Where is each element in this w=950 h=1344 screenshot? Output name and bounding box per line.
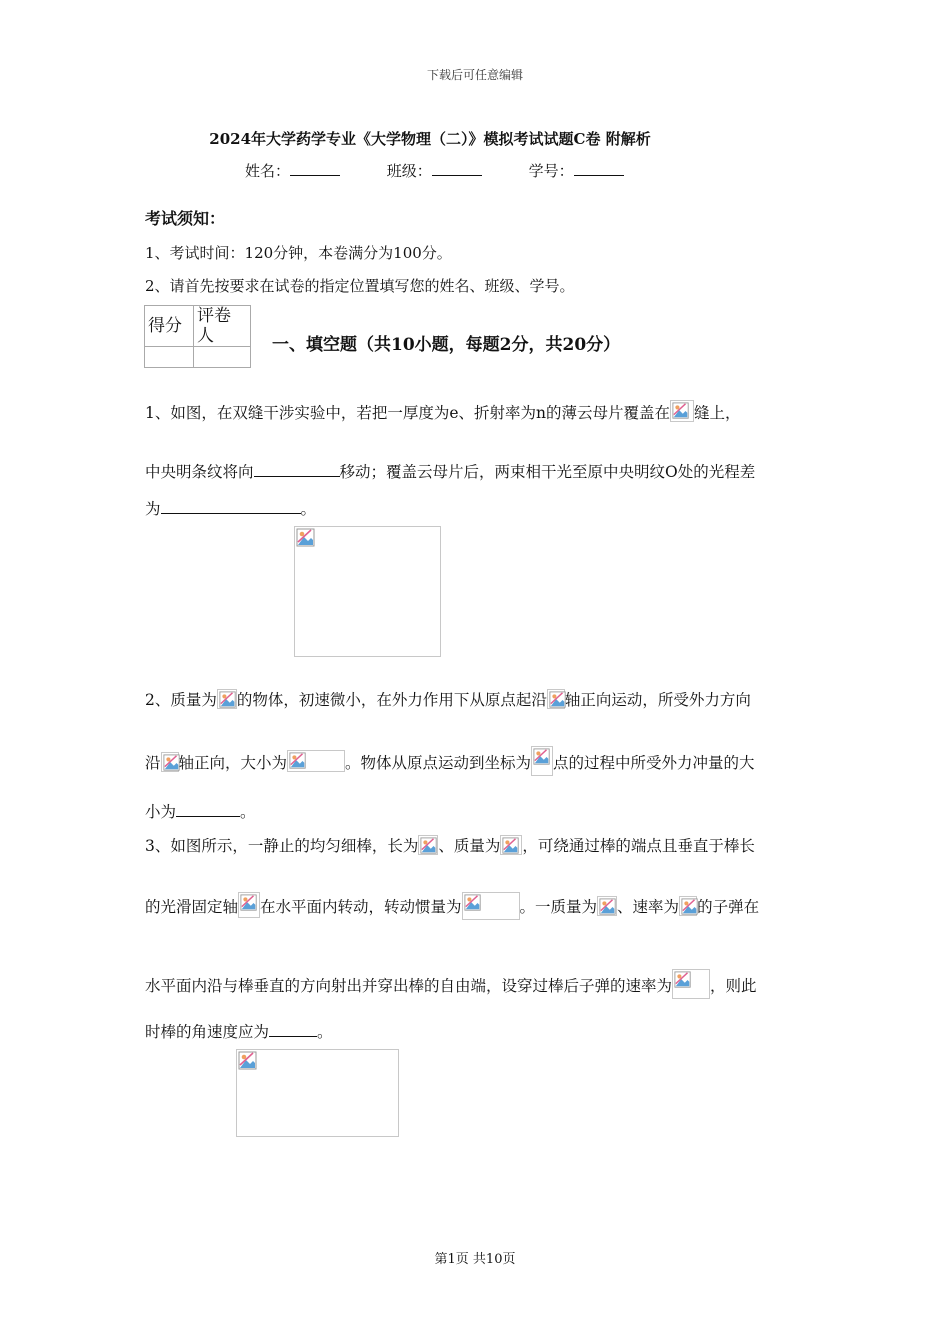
notice-item: 1、考试时间：120分钟，本卷满分为100分。: [145, 244, 452, 262]
broken-image-icon: [163, 754, 181, 772]
formula-image: [238, 892, 260, 918]
score-cell[interactable]: [145, 347, 194, 368]
figure-image: [294, 526, 441, 657]
q2-text: 轴正向，大小为: [178, 754, 288, 772]
q1-text: 缝上，: [694, 404, 741, 422]
q3-text: 3、如图所示，一静止的均匀细棒，长为: [145, 837, 419, 855]
q2-text: 小为: [145, 803, 177, 821]
formula-image: [679, 896, 697, 916]
q3-text: 。: [317, 1023, 333, 1041]
id-blank[interactable]: [574, 161, 624, 176]
q2-text: 的物体，初速微小，在外力作用下从原点起沿: [236, 691, 547, 709]
figure-image: [236, 1049, 399, 1137]
name-field[interactable]: [245, 160, 340, 181]
broken-image-icon: [549, 691, 567, 709]
q2-line-2: [145, 746, 755, 776]
formula-image: [500, 835, 522, 855]
q2-text: 轴正向运动，所受外力方向: [564, 691, 751, 709]
formula-image: [217, 689, 237, 709]
q2-text: 。: [240, 803, 256, 821]
broken-image-icon: [502, 837, 520, 855]
broken-image-icon: [219, 691, 237, 709]
answer-blank[interactable]: [254, 462, 340, 477]
broken-image-icon: [672, 402, 690, 420]
q1-text: 1、如图，在双缝干涉实验中，若把一厚度为e、折射率为n的薄云母片覆盖在: [145, 404, 671, 422]
formula-image: [287, 750, 345, 772]
q3-line-1: [145, 834, 755, 856]
q2-line-1: [145, 688, 751, 710]
q3-line-4: [145, 1020, 333, 1042]
formula-image: [462, 892, 520, 920]
formula-image: [672, 969, 710, 999]
q2-text: 2、质量为: [145, 691, 217, 709]
name-blank[interactable]: [290, 161, 340, 176]
q3-text: 的子弹在: [697, 898, 760, 916]
score-table: [144, 305, 251, 368]
formula-image: [161, 752, 179, 772]
q1-text: 为: [145, 500, 161, 518]
page-footer: 第1页 共10页: [434, 1252, 516, 1267]
student-info-line: [245, 160, 666, 181]
score-header: 得分: [145, 306, 194, 347]
broken-image-icon: [238, 1051, 258, 1071]
q1-line-3: [145, 497, 316, 519]
broken-image-icon: [599, 898, 617, 916]
notice-item: 2、请首先按要求在试卷的指定位置填写您的姓名、班级、学号。: [145, 277, 575, 295]
q1-line-1: [145, 400, 741, 423]
q3-text: 时棒的角速度应为: [145, 1023, 270, 1041]
q3-text: 、速率为: [617, 898, 680, 916]
answer-blank[interactable]: [161, 499, 301, 514]
formula-image: [547, 689, 565, 709]
q3-text: 。一质量为: [519, 898, 598, 916]
answer-blank[interactable]: [176, 802, 240, 817]
broken-image-icon: [420, 837, 438, 855]
formula-image: [418, 835, 438, 855]
q2-line-3: [145, 800, 256, 822]
broken-image-icon: [464, 894, 482, 912]
q2-text: 沿: [145, 754, 161, 772]
section-title: 一、填空题（共10小题，每题2分，共20分）: [272, 335, 621, 355]
q1-text: 中央明条纹将向: [145, 463, 254, 481]
q3-line-2: [145, 892, 759, 920]
id-field[interactable]: [529, 160, 624, 181]
broken-image-icon: [681, 898, 699, 916]
class-field[interactable]: [387, 160, 482, 181]
q3-text: 的光滑固定轴: [145, 898, 239, 916]
q3-text: ，可绕通过棒的端点且垂直于棒长: [522, 837, 755, 855]
q1-line-2: [145, 460, 755, 482]
q2-text: 。物体从原点运动到坐标为: [345, 754, 532, 772]
grader-header: 评卷人: [194, 306, 251, 347]
formula-image: [597, 896, 617, 916]
q1-text: 。: [300, 500, 317, 518]
formula-image: [670, 400, 694, 422]
id-label: 学号：: [528, 162, 574, 180]
q3-text: ，则此: [710, 977, 757, 995]
class-blank[interactable]: [432, 161, 482, 176]
q3-text: 、质量为: [438, 837, 501, 855]
q3-text: 水平面内沿与棒垂直的方向射出并穿出棒的自由端，设穿过棒后子弹的速率为: [145, 977, 673, 995]
broken-image-icon: [296, 528, 316, 548]
name-label: 姓名：: [245, 162, 291, 180]
formula-image: [531, 746, 553, 776]
grader-cell[interactable]: [194, 347, 251, 368]
exam-title: 2024年大学药学专业《大学物理（二）》模拟考试试题C卷 附解析: [209, 130, 651, 148]
q3-text: 在水平面内转动，转动惯量为: [260, 898, 462, 916]
broken-image-icon: [533, 748, 551, 766]
answer-blank[interactable]: [269, 1022, 317, 1037]
broken-image-icon: [240, 894, 258, 912]
q2-text: 点的过程中所受外力冲量的大: [553, 754, 755, 772]
notice-heading: 考试须知：: [145, 209, 226, 228]
broken-image-icon: [289, 752, 307, 770]
q3-line-3: [145, 969, 757, 999]
q1-text: 移动；覆盖云母片后，两束相干光至原中央明纹O处的光程差: [339, 463, 756, 481]
header-note: 下载后可任意编辑: [426, 68, 523, 82]
class-label: 班级：: [386, 162, 432, 180]
broken-image-icon: [674, 971, 692, 989]
